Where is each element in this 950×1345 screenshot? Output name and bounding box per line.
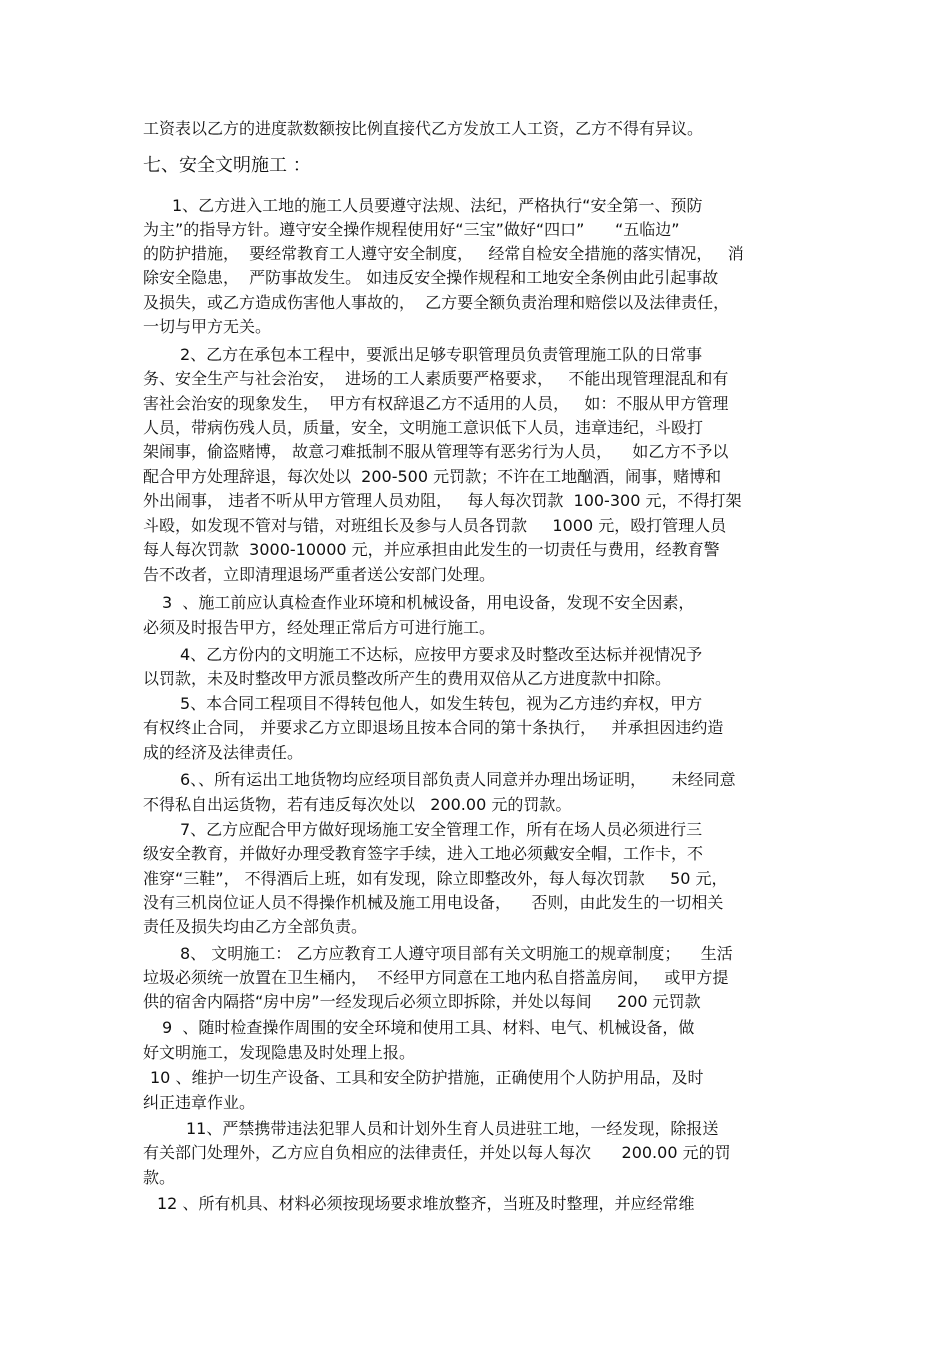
text-line: 8、 文明施工： 乙方应教育工人遵守项目部有关文明施工的规章制度； 生活 bbox=[180, 944, 733, 963]
text-line: 款。 bbox=[143, 1168, 176, 1187]
text-line: 5、本合同工程项目不得转包他人，如发生转包，视为乙方违约弃权，甲方 bbox=[180, 694, 703, 713]
text-line: 9 、随时检查操作周围的安全环境和使用工具、材料、电气、机械设备，做 bbox=[162, 1018, 695, 1037]
text-line: 每人每次罚款 3000-10000 元，并应承担由此发生的一切责任与费用，经教育警 bbox=[143, 540, 720, 559]
text-line: 不得私自出运货物，若有违反每次处以 200.00 元的罚款。 bbox=[143, 795, 572, 814]
text-line: 成的经济及法律责任。 bbox=[143, 743, 304, 762]
text-line: 级安全教育，并做好办理受教育签字手续，进入工地必须戴安全帽，工作卡，不 bbox=[143, 844, 704, 863]
text-line: 1、乙方进入工地的施工人员要遵守法规、法纪，严格执行“安全第一、预防 bbox=[172, 196, 703, 215]
text-line: 责任及损失均由乙方全部负责。 bbox=[143, 917, 368, 936]
text-line: 及损失，或乙方造成伤害他人事故的， 乙方要全额负责治理和赔偿以及法律责任， bbox=[143, 293, 730, 312]
text-line: 有权终止合同， 并要求乙方立即退场且按本合同的第十条执行， 并承担因违约造 bbox=[143, 718, 724, 737]
text-line: 垃圾必须统一放置在卫生桶内， 不经甲方同意在工地内私自搭盖房间， 或甲方提 bbox=[143, 968, 729, 987]
text-line: 工资表以乙方的进度款数额按比例直接代乙方发放工人工资，乙方不得有异议。 bbox=[143, 119, 704, 138]
text-line: 架闹事，偷盗赌博， 故意刁难抵制不服从管理等有恶劣行为人员， 如乙方不予以 bbox=[143, 442, 729, 461]
text-line: 供的宿舍内隔搭“房中房”一经发现后必须立即拆除，并处以每间 200 元罚款 bbox=[143, 992, 701, 1011]
text-line: 没有三机岗位证人员不得操作机械及施工用电设备， 否则，由此发生的一切相关 bbox=[143, 893, 724, 912]
text-line: 7、乙方应配合甲方做好现场施工安全管理工作，所有在场人员必须进行三 bbox=[180, 820, 703, 839]
text-line: 3 、施工前应认真检查作业环境和机械设备，用电设备，发现不安全因素， bbox=[162, 593, 695, 612]
text-line: 除安全隐患， 严防事故发生。 如违反安全操作规程和工地安全条例由此引起事故 bbox=[143, 268, 719, 287]
text-line: 斗殴，如发现不管对与错，对班组长及参与人员各罚款 1000 元，殴打管理人员 bbox=[143, 516, 727, 535]
text-line: 以罚款，未及时整改甲方派员整改所产生的费用双倍从乙方进度款中扣除。 bbox=[143, 669, 672, 688]
text-line: 6、、所有运出工地货物均应经项目部负责人同意并办理出场证明， 未经同意 bbox=[180, 770, 736, 789]
text-line: 的防护措施， 要经常教育工人遵守安全制度， 经常自检安全措施的落实情况， 消 bbox=[143, 244, 744, 263]
text-line: 12 、所有机具、材料必须按现场要求堆放整齐，当班及时整理，并应经常维 bbox=[157, 1194, 695, 1213]
text-line: 2、乙方在承包本工程中，要派出足够专职管理员负责管理施工队的日常事 bbox=[180, 345, 703, 364]
text-line: 必须及时报告甲方，经处理正常后方可进行施工。 bbox=[143, 618, 496, 637]
text-line: 纠正违章作业。 bbox=[143, 1093, 256, 1112]
text-line: 好文明施工，发现隐患及时处理上报。 bbox=[143, 1043, 416, 1062]
text-line: 准穿“三鞋”， 不得酒后上班，如有发现，除立即整改外，每人每次罚款 50 元， bbox=[143, 869, 728, 888]
text-line: 配合甲方处理辞退，每次处以 200-500 元罚款；不许在工地酗酒，闹事，赌博和 bbox=[143, 467, 722, 486]
text-line: 务、安全生产与社会治安， 进场的工人素质要严格要求， 不能出现管理混乱和有 bbox=[143, 369, 729, 388]
text-line: 人员，带病伤残人员，质量，安全，文明施工意识低下人员，违章违纪，斗殴打 bbox=[143, 418, 704, 437]
text-line: 外出闹事， 违者不听从甲方管理人员劝阻， 每人每次罚款 100-300 元，不得打架 bbox=[143, 491, 742, 510]
text-line: 为主”的指导方针。遵守安全操作规程使用好“三宝”做好“四口” “五临边” bbox=[143, 220, 680, 239]
text-line: 害社会治安的现象发生， 甲方有权辞退乙方不适用的人员， 如：不服从甲方管理 bbox=[143, 394, 729, 413]
text-line: 告不改者，立即清理退场严重者送公安部门处理。 bbox=[143, 565, 496, 584]
text-line: 11、严禁携带违法犯罪人员和计划外生育人员进驻工地，一经发现，除报送 bbox=[186, 1119, 719, 1138]
text-line: 一切与甲方无关。 bbox=[143, 317, 272, 336]
text-line: 有关部门处理外，乙方应自负相应的法律责任，并处以每人每次 200.00 元的罚 bbox=[143, 1143, 731, 1162]
section-heading: 七、安全文明施工 ： bbox=[143, 155, 311, 176]
text-line: 10 、维护一切生产设备、工具和安全防护措施，正确使用个人防护用品，及时 bbox=[150, 1068, 704, 1087]
text-line: 4、乙方份内的文明施工不达标，应按甲方要求及时整改至达标并视情况予 bbox=[180, 645, 703, 664]
